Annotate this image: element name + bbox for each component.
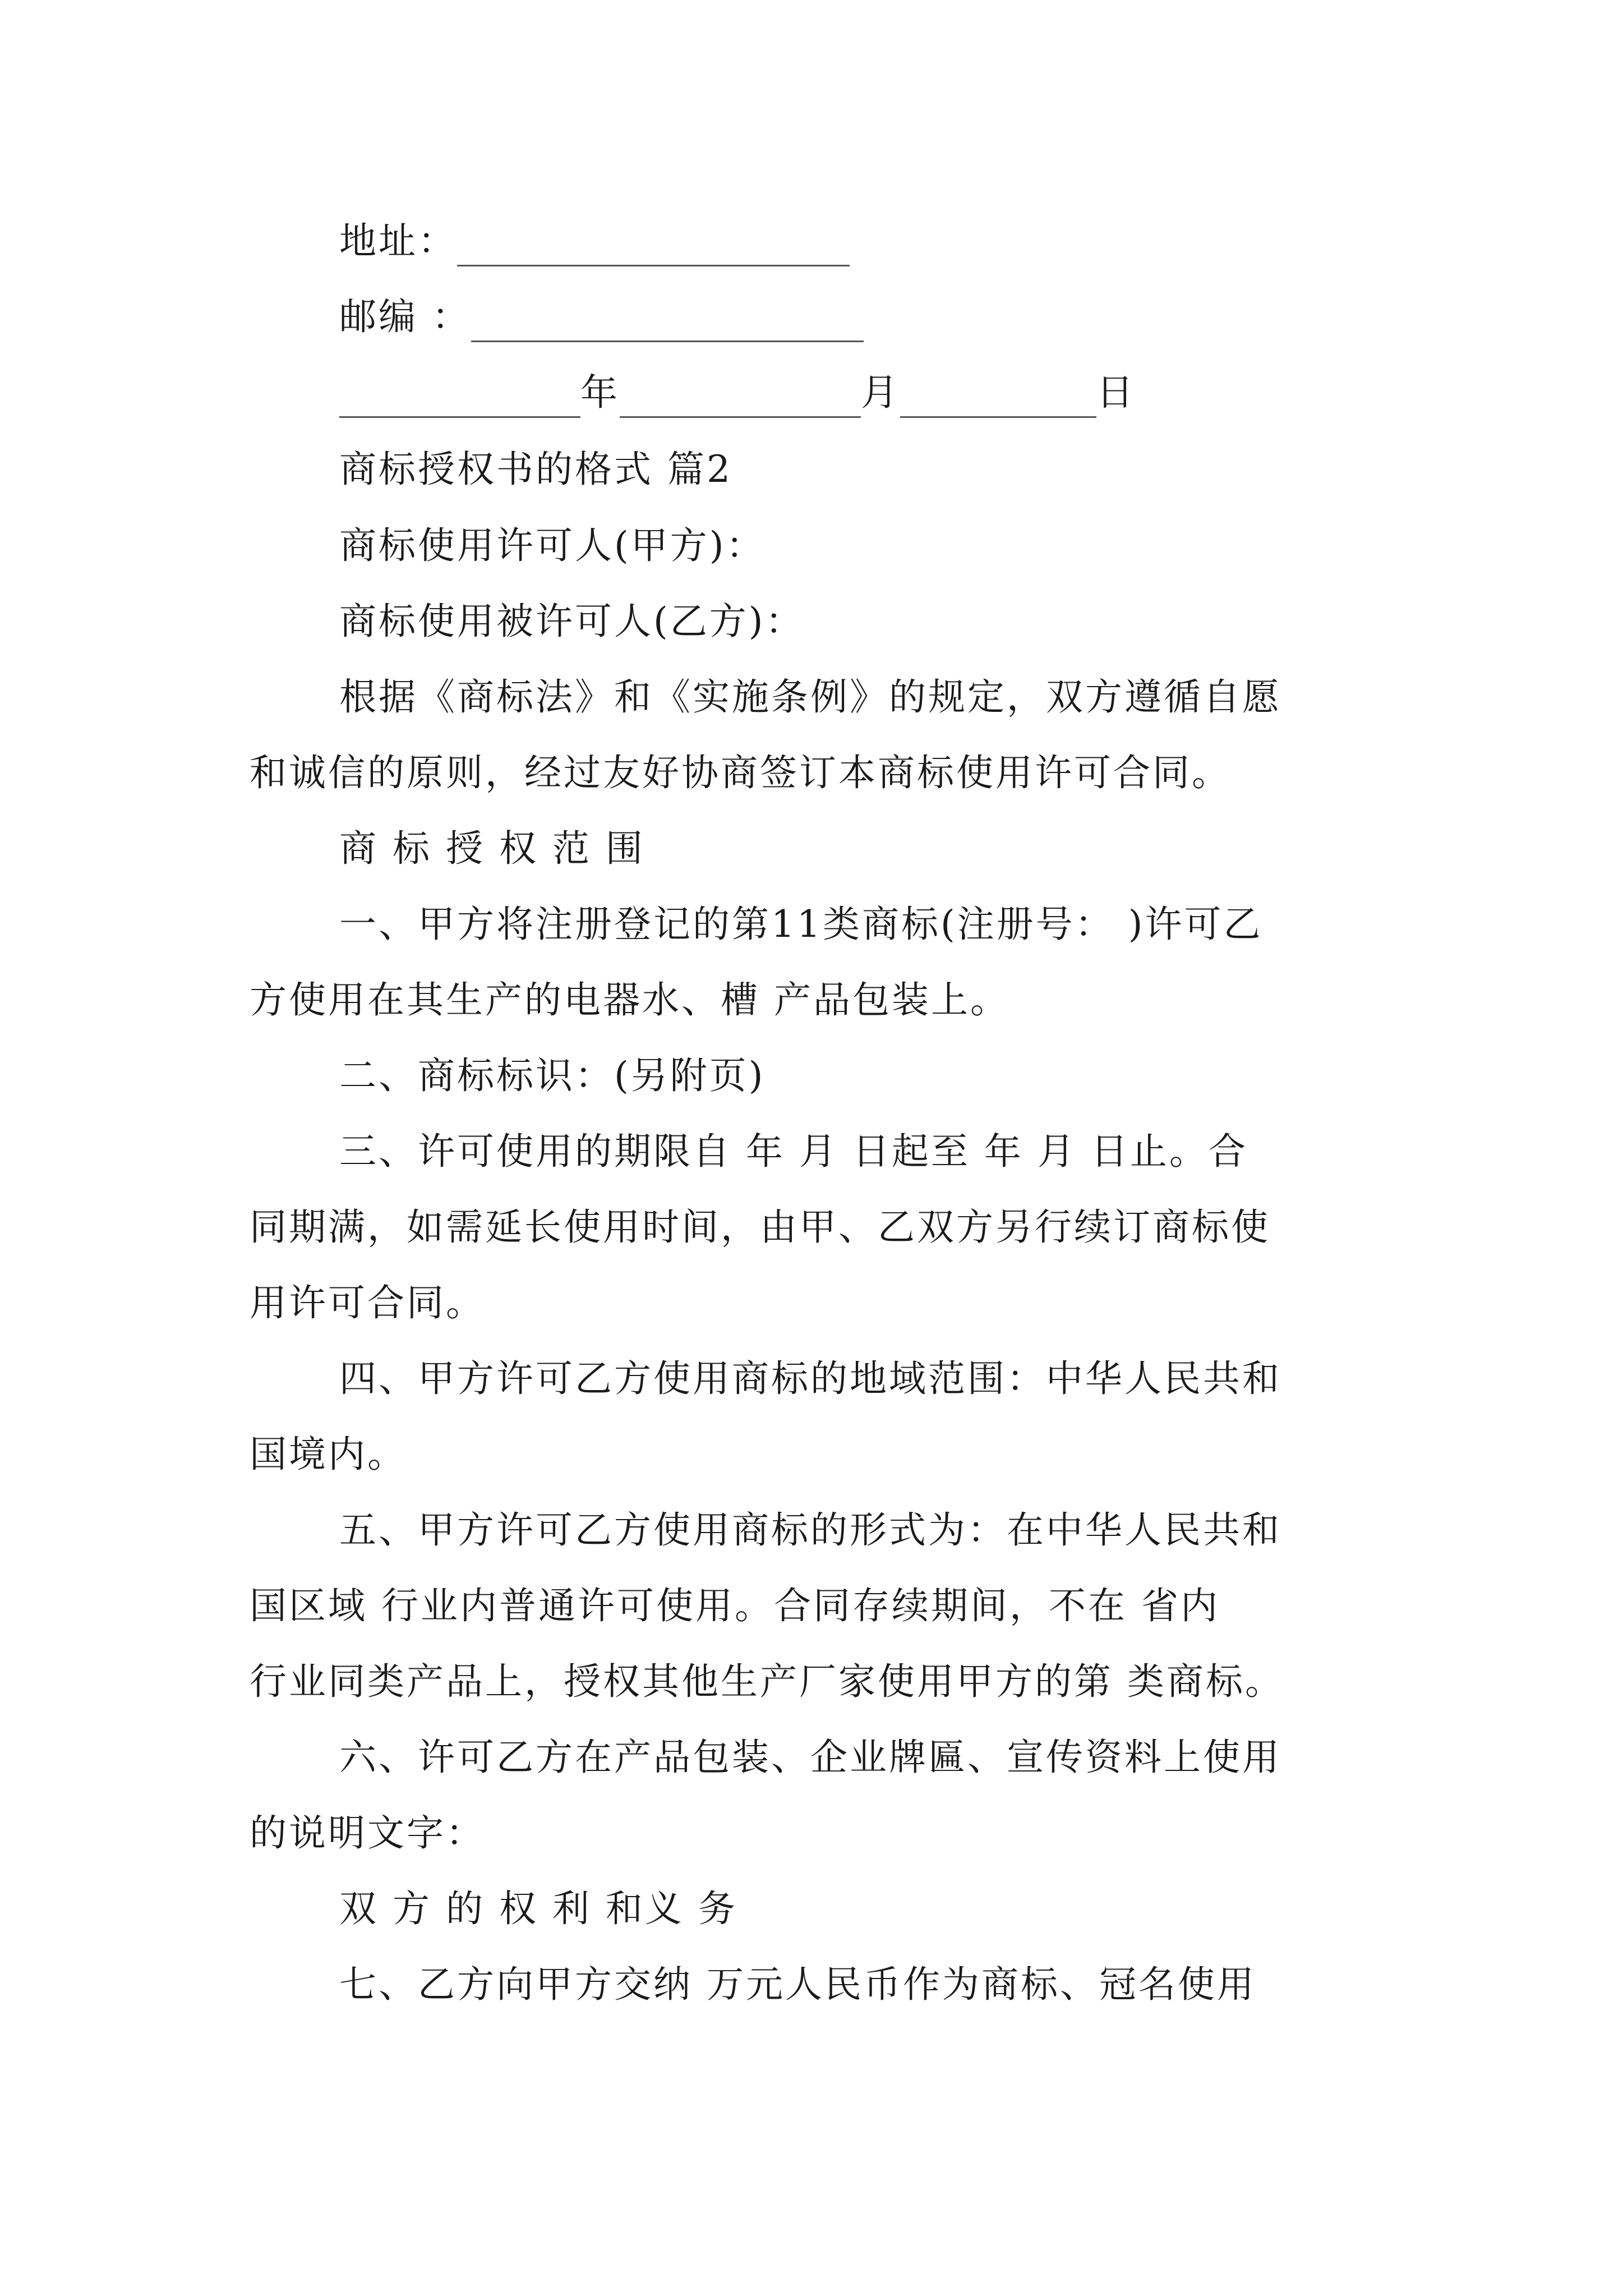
paragraph-line: 方使用在其生产的电器水、槽 产品包装上。: [250, 978, 1009, 1022]
zip-blank: [471, 305, 864, 342]
paragraph-line: 和诚信的原则，经过友好协商签订本商标使用许可合同。: [250, 751, 1231, 794]
paragraph-line: 四、甲方许可乙方使用商标的地域范围：中华人民共和: [339, 1357, 1281, 1400]
paragraph-line: 国区域 行业内普通许可使用。合同存续期间，不在 省内: [250, 1584, 1220, 1627]
address-label: 地址：: [339, 219, 457, 263]
title-line: 商标授权书的格式 篇2: [339, 448, 732, 491]
year-label: 年: [580, 371, 620, 414]
section-heading: 双 方 的 权 利 和义 务: [339, 1887, 737, 1930]
paragraph-line: 根据《商标法》和《实施条例》的规定，双方遵循自愿: [339, 675, 1281, 719]
paragraph-line: 行业同类产品上，授权其他生产厂家使用甲方的第 类商标。: [250, 1660, 1284, 1703]
paragraph-line: 一、甲方将注册登记的第11类商标(注册号： )许可乙: [339, 903, 1263, 946]
paragraph-line: 的说明文字：: [250, 1811, 485, 1855]
paragraph-line: 国境内。: [250, 1433, 407, 1476]
paragraph-line: 五、甲方许可乙方使用商标的形式为：在中华人民共和: [339, 1508, 1281, 1552]
paragraph-line: 七、乙方向甲方交纳 万元人民币作为商标、冠名使用: [339, 1963, 1256, 2006]
month-label: 月: [861, 371, 900, 414]
party-a-line: 商标使用许可人(甲方)：: [339, 524, 766, 567]
section-heading: 商 标 授 权 范 围: [339, 827, 645, 870]
zip-label: 邮编 ：: [339, 295, 471, 338]
month-blank: [620, 380, 861, 418]
paragraph-line: 用许可合同。: [250, 1281, 485, 1324]
day-label: 日: [1096, 371, 1136, 414]
address-blank: [457, 229, 850, 266]
year-blank: [339, 380, 580, 418]
zip-line: [339, 292, 1489, 342]
paragraph-line: 三、许可使用的期限自 年 月 日起至 年 月 日止。合: [339, 1130, 1248, 1173]
party-b-line: 商标使用被许可人(乙方)：: [339, 600, 805, 643]
address-line: [339, 216, 1489, 266]
day-blank: [900, 380, 1096, 418]
date-line: [339, 367, 1489, 418]
paragraph-line: 六、许可乙方在产品包装、企业牌匾、宣传资料上使用: [339, 1736, 1281, 1779]
paragraph-line: 同期满，如需延长使用时间，由甲、乙双方另行续订商标使: [250, 1205, 1270, 1249]
paragraph-line: 二、商标标识：(另附页): [339, 1054, 766, 1097]
